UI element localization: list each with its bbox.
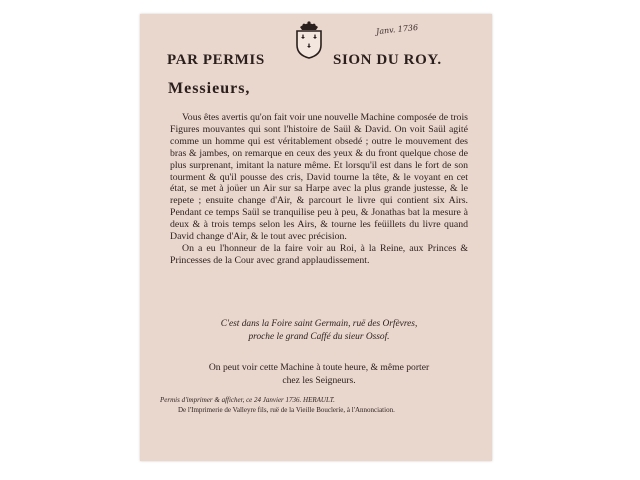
imprint: [156, 396, 476, 415]
imprint-line-1: Permis d'imprimer & afficher, ce 24 Janvier 1736. HERAULT.: [160, 396, 335, 404]
paragraph-2: On a eu l'honneur de la faire voir au Roi, à la Reine, aux Princes & Princesses de la Cour avec grand applaudissement.: [170, 242, 468, 266]
poster-sheet: [140, 14, 492, 461]
salutation: Messieurs,: [168, 80, 251, 97]
visiting-note: [170, 362, 468, 387]
heading: [167, 52, 442, 69]
imprint-line-2: De l'Imprimerie de Valleyre fils, ruë de la Vieille Boucleríe, à l'Annonciation.: [178, 405, 395, 414]
location-line-1: C'est dans la Foire saint Germain, ruë des Orfèvres,: [220, 319, 418, 329]
paragraph-1: Vous êtes avertis qu'on fait voir une nouvelle Machine composée de trois Figures mouvantes qui sont l'histoire de Saül & David. On voit Saül agité comme un homme qui est véritablement obsedé ; outre le mouvement des bras & jambes, on remarque en ceux des yeux & du front quelque chose de plus surprenant, imitant la nature même. Et lorsqu'il est dans le fort de son tourment & qu'il pousse des cris, David tourne la tête, & le voyant en cet état, se met à joüer un Air sur sa Harpe avec la plus grande justesse, & le repete ; ensuite change d'Air, & parcourt le livre qui contient six Airs. Pendant ce temps Saül se tranquilise peu à peu, & Jonathas bat la mesure à deux & à trois temps selon les Airs, & tourne les feüillets du livre quand David change d'Air, & le tout avec précision.: [170, 112, 468, 243]
heading-part1: PAR PERMIS: [167, 52, 265, 68]
announcement-body: [170, 112, 468, 267]
location-line-2: proche le grand Caffé du sieur Ossof.: [248, 331, 390, 342]
note-line-2: chez les Seigneurs.: [282, 374, 356, 386]
fleur-de-lis-crest-icon: [291, 19, 327, 59]
note-line-1: On peut voir cette Machine à toute heure, & même porter: [208, 362, 430, 373]
heading-part2: SION DU ROY.: [333, 52, 442, 68]
handwritten-note: Janv. 1736: [375, 22, 419, 37]
location: [170, 318, 468, 343]
